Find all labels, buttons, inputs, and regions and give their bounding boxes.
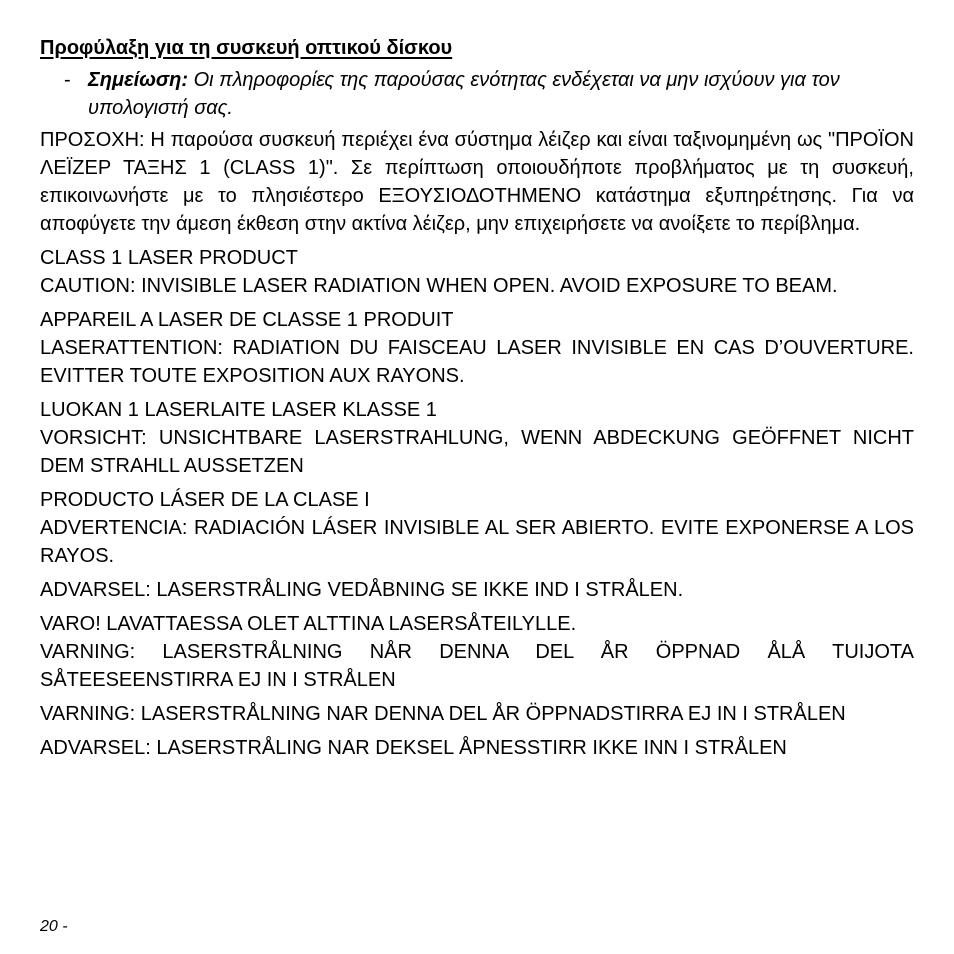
- laser-block-en: [40, 244, 914, 300]
- note: [40, 66, 914, 122]
- laser-block-de: [40, 396, 914, 480]
- laser-block-text: CAUTION: INVISIBLE LASER RADIATION WHEN OPEN. AVOID EXPOSURE TO BEAM.: [40, 275, 838, 297]
- laser-block-title: VARO! LAVATTAESSA OLET ALTTINA LASERSÅTEILYLLE.: [40, 613, 577, 635]
- caution-greek: ΠΡΟΣΟΧΗ: Η παρούσα συσκευή περιέχει ένα σύστημα λέιζερ και είναι ταξινομημένη ως "ΠΡΟΪΟΝ ΛΕΪΖΕΡ ΤΑΞΗΣ 1 (CLASS 1)". Σε περίπτωση οποιουδήποτε προβλήματος με τη συσκευή, επικοινωνήστε με το πλησιέστερο ΕΞΟΥΣΙΟΔΟΤΗΜΕΝΟ κατάστημα εξυπηρέτησης. Για να αποφύγετε την άμεση έκθεση στην ακτίνα λέιζερ, μην επιχειρήσετε να ανοίξετε το περίβλημα.: [40, 129, 914, 235]
- laser-block-text: VORSICHT: UNSICHTBARE LASERSTRAHLUNG, WENN ABDECKUNG GEÖFFNET NICHT DEM STRAHLL AUSSETZEN: [40, 427, 914, 477]
- advarsel-norwegian: ADVARSEL: LASERSTRÅLING NAR DEKSEL ÅPNESSTIRR IKKE INN I STRÅLEN: [40, 737, 787, 759]
- laser-block-title: APPAREIL A LASER DE CLASSE 1 PRODUIT: [40, 309, 454, 331]
- laser-block-title: LUOKAN 1 LASERLAITE LASER KLASSE 1: [40, 399, 437, 421]
- laser-block-text: LASERATTENTION: RADIATION DU FAISCEAU LASER INVISIBLE EN CAS D’OUVERTURE. EVITTER TOUTE EXPOSITION AUX RAYONS.: [40, 337, 914, 387]
- varning-swedish: VARNING: LASERSTRÅLNING NAR DENNA DEL ÅR ÖPPNADSTIRRA EJ IN I STRÅLEN: [40, 703, 846, 725]
- laser-block-text: ADVERTENCIA: RADIACIÓN LÁSER INVISIBLE AL SER ABIERTO. EVITE EXPONERSE A LOS RAYOS.: [40, 517, 914, 567]
- note-text: Οι πληροφορίες της παρούσας ενότητας ενδέχεται να μην ισχύουν για τον υπολογιστή σας.: [88, 69, 840, 119]
- advarsel-danish: ADVARSEL: LASERSTRÅLING VEDÅBNING SE IKKE IND I STRÅLEN.: [40, 579, 684, 601]
- document-page: [40, 35, 914, 768]
- page-number: 20 -: [40, 918, 68, 935]
- laser-block-fi-sv: [40, 610, 914, 694]
- laser-block-fr: [40, 306, 914, 390]
- section-heading: Προφύλαξη για τη συσκευή οπτικού δίσκου: [40, 37, 453, 59]
- laser-block-title: CLASS 1 LASER PRODUCT: [40, 247, 298, 269]
- laser-block-text: VARNING: LASERSTRÅLNING NÅR DENNA DEL ÅR ÖPPNAD ÅLÅ TUIJOTA SÅTEESEENSTIRRA EJ IN I STRÅLEN: [40, 641, 914, 691]
- laser-block-es: [40, 486, 914, 570]
- note-body: [88, 66, 914, 122]
- note-label: Σημείωση:: [88, 69, 189, 91]
- note-bullet: -: [64, 69, 71, 91]
- laser-block-title: PRODUCTO LÁSER DE LA CLASE I: [40, 489, 370, 511]
